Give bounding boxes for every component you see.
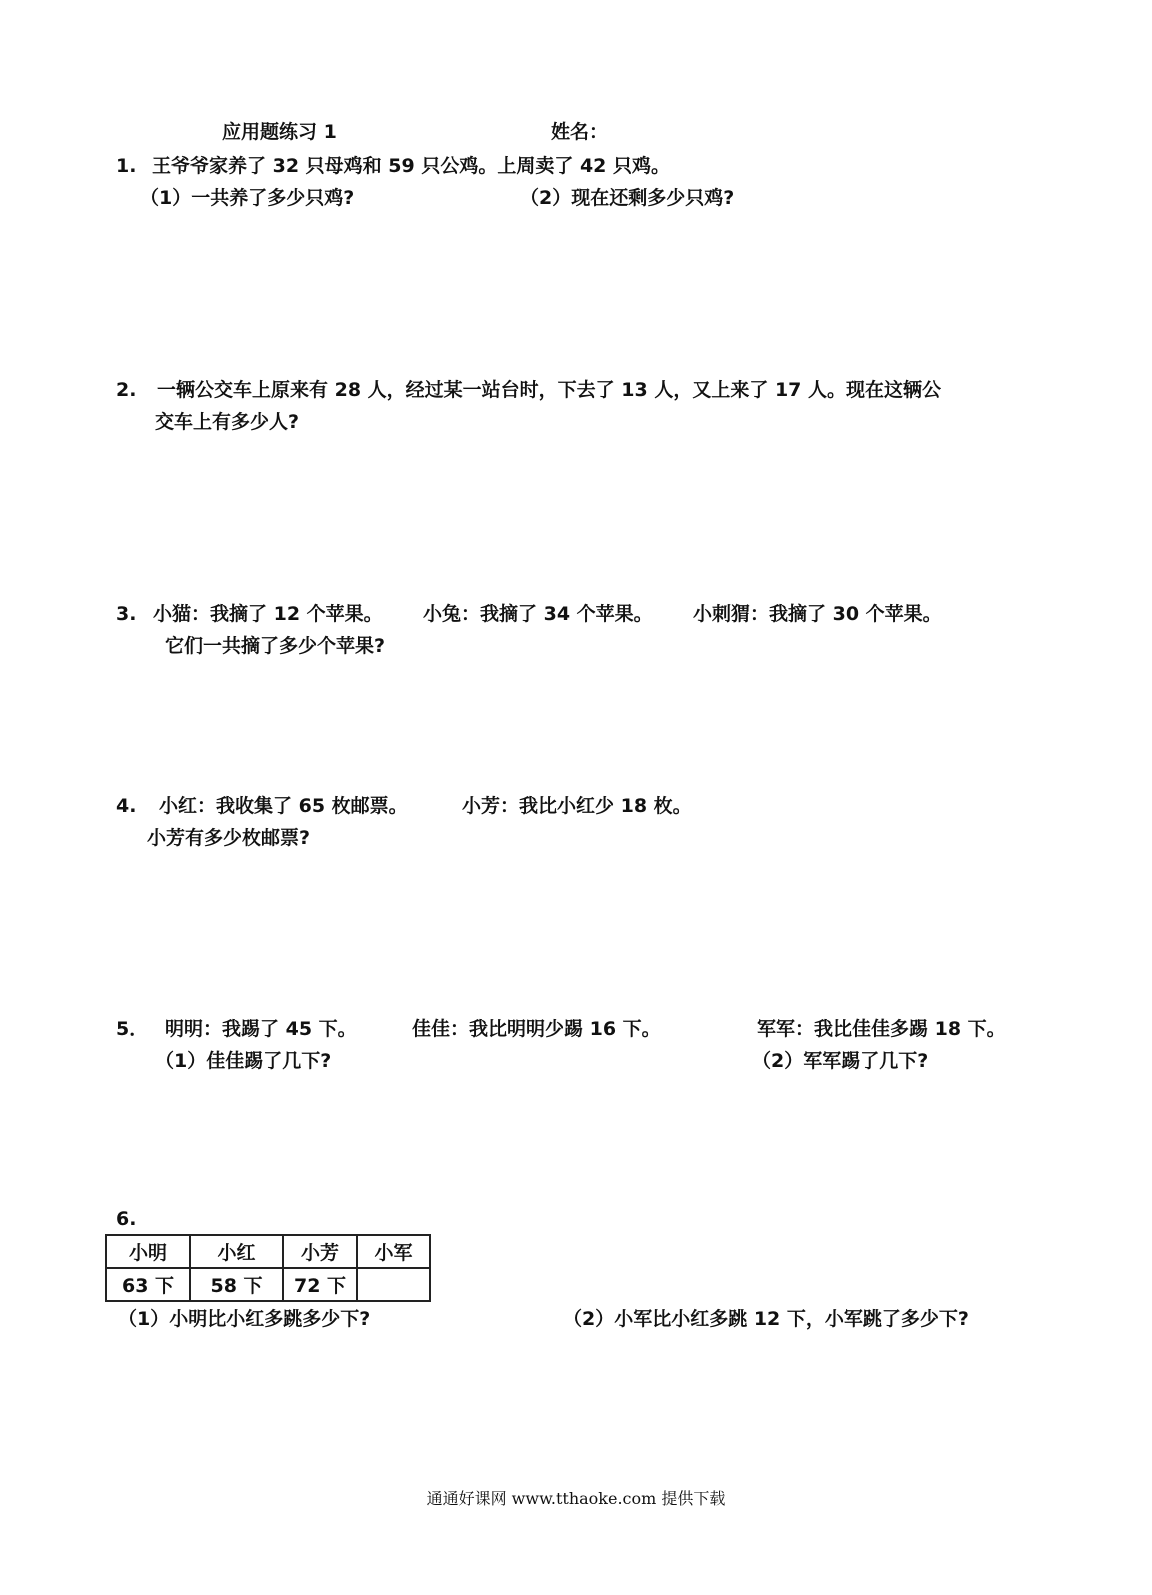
problem-3-number: 3. [116,603,137,625]
table-cell: 58 下 [190,1268,283,1301]
problem-3-statement-rabbit: 小兔：我摘了 34 个苹果。 [423,603,653,625]
problem-6-question-1: （1）小明比小红多跳多少下? [118,1308,371,1330]
jump-rope-table [105,1234,431,1302]
problem-4-statement-xiaofang: 小芳：我比小红少 18 枚。 [462,795,692,817]
problem-1-text: 王爷爷家养了 32 只母鸡和 59 只公鸡。上周卖了 42 只鸡。 [152,155,671,177]
worksheet-title: 应用题练习 1 [222,121,337,143]
problem-1-number: 1. [116,155,137,177]
table-cell: 63 下 [106,1268,190,1301]
table-cell: 72 下 [283,1268,357,1301]
problem-6-question-2: （2）小军比小红多跳 12 下，小军跳了多少下? [563,1308,969,1330]
problem-6-number: 6. [116,1208,137,1230]
table-header-row [106,1235,430,1268]
table-cell-empty [357,1268,430,1301]
problem-5-question-2: （2）军军踢了几下? [752,1050,929,1072]
table-header-cell: 小红 [190,1235,283,1268]
problem-1-question-1: （1）一共养了多少只鸡? [140,187,355,209]
problem-5-statement-mingming: 明明：我踢了 45 下。 [165,1018,357,1040]
table-row [106,1268,430,1301]
table-header-cell: 小明 [106,1235,190,1268]
problem-3-statement-cat: 小猫：我摘了 12 个苹果。 [153,603,383,625]
problem-2-number: 2. [116,379,137,401]
problem-3-question: 它们一共摘了多少个苹果? [165,635,386,657]
problem-5-statement-jiajia: 佳佳：我比明明少踢 16 下。 [412,1018,661,1040]
table-header-cell: 小军 [357,1235,430,1268]
table-header-cell: 小芳 [283,1235,357,1268]
problem-3-statement-hedgehog: 小刺猬：我摘了 30 个苹果。 [693,603,942,625]
problem-5-statement-junjun: 军军：我比佳佳多踢 18 下。 [757,1018,1006,1040]
problem-2-line-2: 交车上有多少人? [155,411,300,433]
problem-5-question-1: （1）佳佳踢了几下? [155,1050,332,1072]
problem-2-line-1: 一辆公交车上原来有 28 人，经过某一站台时，下去了 13 人，又上来了 17 人。现在这辆公 [157,379,942,401]
problem-4-question: 小芳有多少枚邮票? [147,827,311,849]
footer-credit: 通通好课网 www.tthaoke.com 提供下载 [426,1489,726,1508]
name-label: 姓名： [551,121,609,143]
problem-1-question-2: （2）现在还剩多少只鸡? [520,187,735,209]
problem-4-statement-xiaohong: 小红：我收集了 65 枚邮票。 [159,795,408,817]
problem-5-number: 5． [116,1018,149,1040]
problem-4-number: 4. [116,795,137,817]
